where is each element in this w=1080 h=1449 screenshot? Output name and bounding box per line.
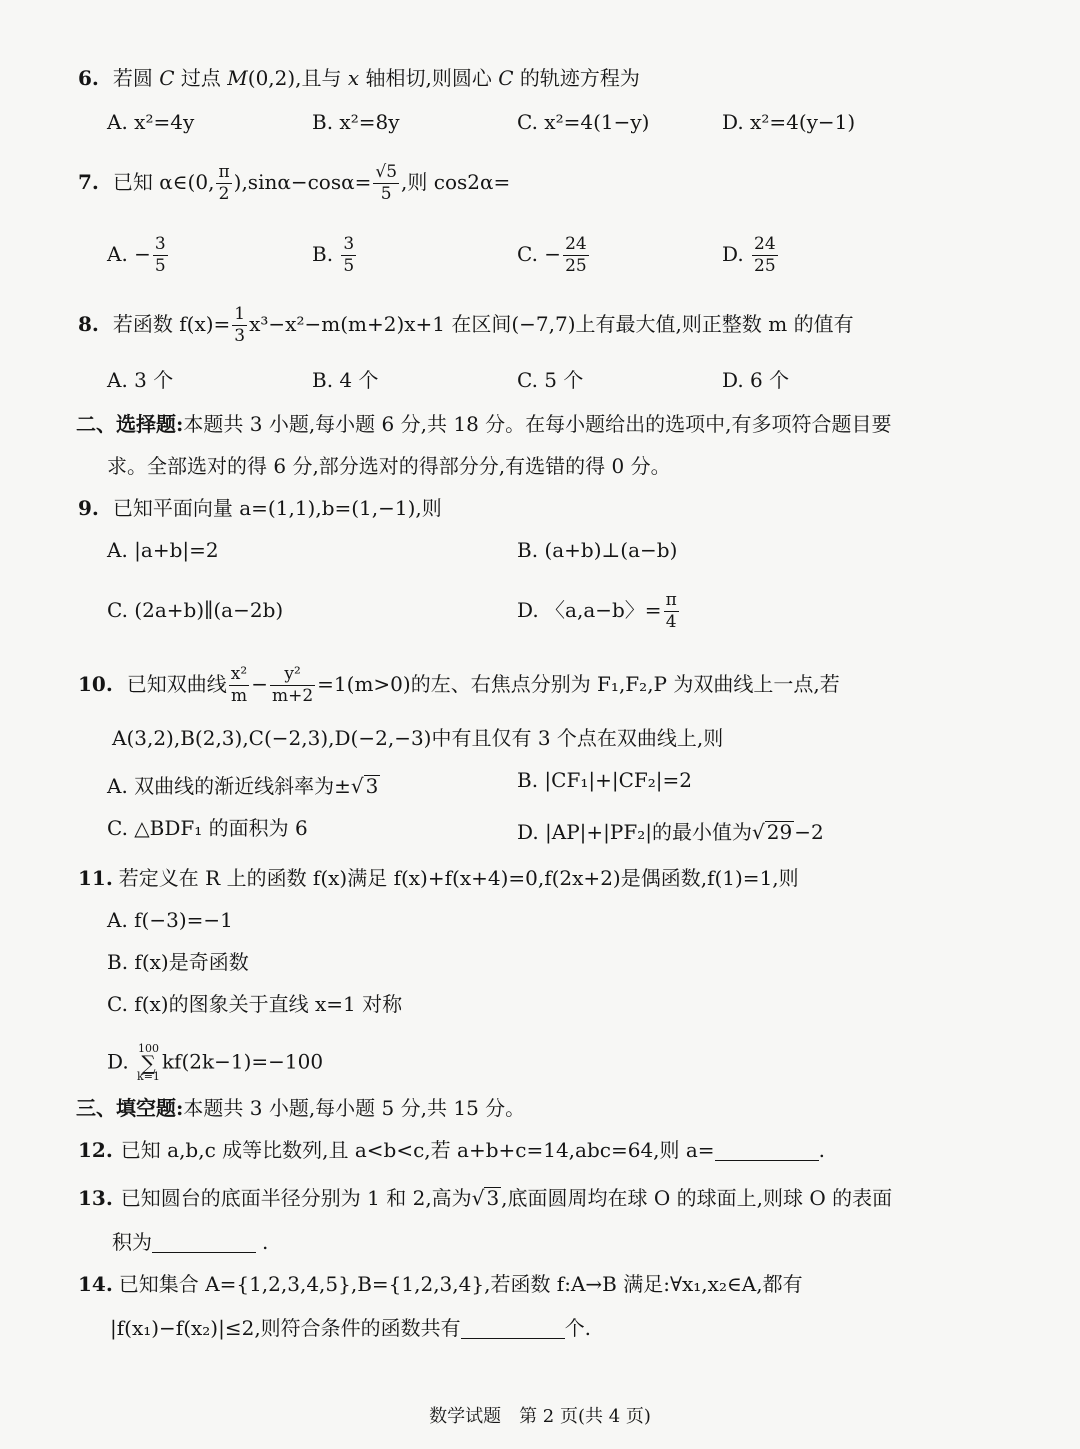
- fraction: $\frac{\pi}{4}$: [665, 590, 677, 632]
- question-7-option-a: A. − $\frac{3}{5}$: [107, 234, 166, 276]
- question-number: 6.: [78, 66, 99, 90]
- question-13-stem-line-2: 积为 .: [112, 1230, 269, 1254]
- answer-blank[interactable]: [152, 1232, 256, 1253]
- page-footer: 数学试题 第 2 页(共 4 页): [429, 1406, 651, 1427]
- question-number: 12.: [78, 1138, 113, 1162]
- section-3-heading: 三、填空题:本题共 3 小题,每小题 5 分,共 15 分。: [76, 1096, 526, 1120]
- question-number: 14.: [78, 1272, 113, 1296]
- question-11-option-b: B. f(x)是奇函数: [107, 950, 249, 974]
- question-9-option-a: A. |a+b|=2: [107, 538, 219, 562]
- question-6-option-c: C. x²=4(1−y): [517, 110, 650, 134]
- question-11-option-c: C. f(x)的图象关于直线 x=1 对称: [107, 992, 403, 1016]
- question-number: 8.: [78, 312, 99, 336]
- question-14-stem: 14. 已知集合 A={1,2,3,4,5},B={1,2,3,4},若函数 f:A→B 满足:∀x₁,x₂∈A,都有: [78, 1272, 803, 1296]
- section-2-heading: 二、选择题:本题共 3 小题,每小题 6 分,共 18 分。在每小题给出的选项中,有多项符合题目要: [76, 412, 892, 436]
- answer-blank[interactable]: [461, 1318, 565, 1339]
- question-10-stem: 10. 已知双曲线 $\frac{\text{x²}}{m}$ − $\frac{\text{y²}}{m+2}$ =1(m>0)的左、右焦点分别为 F₁,F₂,P 为双曲线上一点,若: [78, 664, 840, 706]
- fraction: $\frac{\pi}{2}$: [218, 162, 230, 204]
- question-10-option-d: D. |AP|+|PF₂|的最小值为√ 29 −2: [517, 820, 824, 844]
- fraction: $\frac{3}{5}$: [343, 234, 355, 276]
- question-6-option-a: A. x²=4y: [107, 110, 195, 134]
- question-7-stem: 7. 已知 α∈(0, $\frac{\pi}{2}$ ),sinα−cosα= $\frac{√5}{5}$ ,则 cos2α=: [78, 162, 511, 204]
- section-2-instructions: 求。全部选对的得 6 分,部分选对的得部分分,有选错的得 0 分。: [107, 454, 671, 478]
- question-10-option-b: B. |CF₁|+|CF₂|=2: [517, 768, 692, 792]
- question-number: 10.: [78, 672, 113, 696]
- question-11-option-d: D. 100 ∑ k=1 kf(2k−1)=−100: [107, 1042, 324, 1083]
- question-8-stem: 8. 若函数 f(x)= $\frac{1}{3}$ x³−x²−m(m+2)x+1 在区间(−7,7)上有最大值,则正整数 m 的值有: [78, 304, 854, 346]
- question-9-option-c: C. (2a+b)∥(a−2b): [107, 598, 284, 622]
- question-number: 9.: [78, 496, 99, 520]
- question-number: 13.: [78, 1186, 113, 1210]
- question-11-stem: 11. 若定义在 R 上的函数 f(x)满足 f(x)+f(x+4)=0,f(2x+2)是偶函数,f(1)=1,则: [78, 866, 799, 890]
- fraction: $\frac{3}{5}$: [154, 234, 166, 276]
- question-12-stem: 12. 已知 a,b,c 成等比数列,且 a<b<c,若 a+b+c=14,abc=64,则 a= .: [78, 1138, 825, 1162]
- fraction: $\frac{24}{25}$: [754, 234, 776, 276]
- question-number: 11.: [78, 866, 113, 890]
- question-6-stem: 6. 若圆 C 过点 M(0,2),且与 x 轴相切,则圆心 C 的轨迹方程为: [78, 66, 640, 90]
- fraction: $\frac{√5}{5}$: [375, 162, 398, 204]
- question-9-option-d: D. 〈a,a−b〉= $\frac{\pi}{4}$: [517, 590, 677, 632]
- question-10-stem-line-2: A(3,2),B(2,3),C(−2,3),D(−2,−3)中有且仅有 3 个点在双曲线上,则: [112, 726, 724, 750]
- question-8-option-a: A. 3 个: [107, 368, 174, 392]
- question-6-option-d: D. x²=4(y−1): [722, 110, 856, 134]
- answer-blank[interactable]: [715, 1140, 819, 1161]
- question-7-option-c: C. − $\frac{24}{25}$: [517, 234, 587, 276]
- fraction: $\frac{1}{3}$: [234, 304, 246, 346]
- question-8-option-b: B. 4 个: [312, 368, 379, 392]
- question-7-option-d: D. $\frac{24}{25}$: [722, 234, 776, 276]
- fraction: $\frac{\text{x²}}{m}$: [230, 664, 248, 706]
- summation: 100 ∑ k=1: [137, 1042, 160, 1083]
- question-9-stem: 9. 已知平面向量 a=(1,1),b=(1,−1),则: [78, 496, 442, 520]
- question-7-option-b: B. $\frac{3}{5}$: [312, 234, 355, 276]
- question-10-option-c: C. △BDF₁ 的面积为 6: [107, 816, 308, 840]
- question-9-option-b: B. (a+b)⊥(a−b): [517, 538, 678, 562]
- fraction: $\frac{\text{y²}}{m+2}$: [271, 664, 314, 706]
- question-number: 7.: [78, 170, 99, 194]
- question-13-stem: 13. 已知圆台的底面半径分别为 1 和 2,高为√ 3 ,底面圆周均在球 O 的球面上,则球 O 的表面: [78, 1186, 893, 1210]
- fraction: $\frac{24}{25}$: [565, 234, 587, 276]
- question-8-option-c: C. 5 个: [517, 368, 584, 392]
- question-11-option-a: A. f(−3)=−1: [107, 908, 233, 932]
- question-10-option-a: A. 双曲线的渐近线斜率为±√ 3: [107, 774, 379, 798]
- question-14-stem-line-2: |f(x₁)−f(x₂)|≤2,则符合条件的函数共有 个.: [110, 1316, 592, 1340]
- question-6-option-b: B. x²=8y: [312, 110, 400, 134]
- question-8-option-d: D. 6 个: [722, 368, 790, 392]
